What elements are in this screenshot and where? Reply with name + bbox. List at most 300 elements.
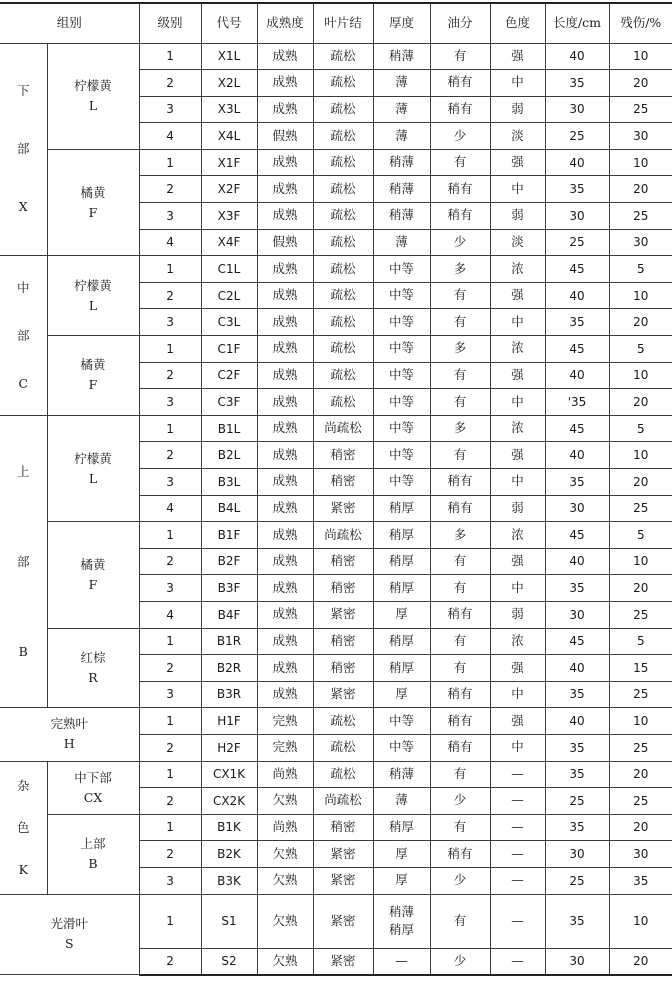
oil-cell: 有: [430, 575, 490, 602]
table-row: [0, 814, 672, 841]
group-label-line: 柠檬黄: [74, 78, 112, 94]
color-intensity-cell: 中: [490, 681, 545, 708]
thickness-cell: 厚: [373, 841, 430, 868]
length-cell: 45: [545, 522, 609, 549]
length-cell: 35: [545, 309, 609, 336]
color-intensity-cell: —: [490, 788, 545, 815]
maturity-cell: 成熟: [257, 43, 313, 70]
leaf-structure-cell: 疏松: [313, 203, 373, 230]
oil-cell: 有: [430, 282, 490, 309]
oil-cell: 稍有: [430, 469, 490, 496]
length-cell: 35: [545, 681, 609, 708]
code-cell: X3L: [201, 96, 257, 123]
oil-cell: 有: [430, 761, 490, 788]
thickness-cell: 薄: [373, 70, 430, 97]
thickness-cell: 中等: [373, 309, 430, 336]
length-cell: 35: [545, 469, 609, 496]
leaf-structure-cell: 稍密: [313, 814, 373, 841]
level-cell: 1: [139, 43, 201, 70]
maturity-cell: 成熟: [257, 203, 313, 230]
level-cell: 2: [139, 176, 201, 203]
spacer: [0, 101, 47, 139]
maturity-cell: 成熟: [257, 70, 313, 97]
length-cell: 30: [545, 948, 609, 975]
code-cell: C2L: [201, 282, 257, 309]
length-cell: 35: [545, 176, 609, 203]
oil-cell: 少: [430, 229, 490, 256]
color-intensity-cell: 弱: [490, 203, 545, 230]
leaf-structure-cell: 稍密: [313, 655, 373, 682]
header-group: 组别: [0, 3, 139, 43]
length-cell: 45: [545, 628, 609, 655]
code-cell: X3F: [201, 203, 257, 230]
level-cell: 4: [139, 229, 201, 256]
group-label-line: F: [88, 576, 98, 592]
thickness-cell: 中等: [373, 336, 430, 363]
group-label-line: F: [88, 204, 98, 220]
length-cell: 45: [545, 415, 609, 442]
code-cell: H2F: [201, 734, 257, 761]
thickness-cell: 中等: [373, 469, 430, 496]
damage-cell: 10: [609, 442, 672, 469]
oil-cell: 有: [430, 362, 490, 389]
level-cell: 1: [139, 149, 201, 176]
damage-cell: 10: [609, 149, 672, 176]
group-label-line: 完熟叶: [50, 716, 89, 732]
length-cell: 35: [545, 734, 609, 761]
maturity-cell: 欠熟: [257, 788, 313, 815]
oil-cell: 多: [430, 336, 490, 363]
group-label-line: 部: [16, 141, 30, 157]
header-row: [0, 3, 672, 43]
maturity-cell: 欠熟: [257, 948, 313, 975]
maturity-cell: 尚熟: [257, 761, 313, 788]
code-cell: B1L: [201, 415, 257, 442]
leaf-structure-cell: 稍密: [313, 442, 373, 469]
oil-cell: 稍有: [430, 841, 490, 868]
group-label-line: 部: [16, 327, 30, 343]
code-cell: B3R: [201, 681, 257, 708]
level-cell: 1: [139, 522, 201, 549]
group-label-line: 色: [16, 819, 30, 835]
group-label-line: S: [64, 936, 74, 952]
code-cell: C3F: [201, 389, 257, 416]
damage-cell: 5: [609, 415, 672, 442]
level-cell: 1: [139, 336, 201, 363]
code-cell: B1R: [201, 628, 257, 655]
group-label-line: H: [63, 736, 75, 752]
level-cell: 1: [139, 708, 201, 735]
maturity-cell: 成熟: [257, 415, 313, 442]
damage-cell: 20: [609, 575, 672, 602]
damage-cell: 10: [609, 43, 672, 70]
thickness-cell: 中等: [373, 256, 430, 283]
group-label-line: C: [18, 375, 29, 391]
maturity-cell: 成熟: [257, 681, 313, 708]
group-label-line: L: [88, 297, 98, 313]
color-intensity-cell: 浓: [490, 628, 545, 655]
maturity-cell: 尚熟: [257, 814, 313, 841]
leaf-structure-cell: 疏松: [313, 149, 373, 176]
leaf-structure-cell: 稍密: [313, 548, 373, 575]
damage-cell: 25: [609, 96, 672, 123]
oil-cell: 稍有: [430, 734, 490, 761]
length-cell: 40: [545, 655, 609, 682]
group-upper-orange: [47, 522, 139, 628]
color-intensity-cell: 弱: [490, 495, 545, 522]
leaf-structure-cell: 紧密: [313, 681, 373, 708]
code-cell: H1F: [201, 708, 257, 735]
group-label-line: 橘黄: [80, 556, 106, 572]
damage-cell: 20: [609, 389, 672, 416]
maturity-cell: 欠熟: [257, 867, 313, 894]
table-row: [0, 43, 672, 70]
thickness-cell: 薄: [373, 123, 430, 150]
thickness-cell: 稍薄: [373, 761, 430, 788]
maturity-cell: 假熟: [257, 229, 313, 256]
code-cell: B2L: [201, 442, 257, 469]
color-intensity-cell: 浓: [490, 415, 545, 442]
leaf-structure-cell: 紧密: [313, 601, 373, 628]
part-middle: [0, 256, 47, 416]
part-upper: [0, 415, 47, 708]
color-intensity-cell: 强: [490, 43, 545, 70]
code-cell: B3F: [201, 575, 257, 602]
oil-cell: 有: [430, 309, 490, 336]
group-mixed-mid-lower: [47, 761, 139, 814]
level-cell: 3: [139, 867, 201, 894]
damage-cell: 30: [609, 123, 672, 150]
level-cell: 2: [139, 282, 201, 309]
color-intensity-cell: 强: [490, 442, 545, 469]
group-label-line: 红棕: [80, 649, 106, 665]
thickness-cell: 薄: [373, 96, 430, 123]
code-cell: C1L: [201, 256, 257, 283]
table-row: [0, 256, 672, 283]
table-row: [0, 415, 672, 442]
header-color-intensity: 色度: [490, 3, 545, 43]
code-cell: C3L: [201, 309, 257, 336]
damage-cell: 20: [609, 814, 672, 841]
maturity-cell: 成熟: [257, 389, 313, 416]
code-cell: C1F: [201, 336, 257, 363]
group-label-line: CX: [83, 789, 103, 805]
table-body: [0, 43, 672, 975]
level-cell: 2: [139, 788, 201, 815]
leaf-structure-cell: 疏松: [313, 229, 373, 256]
thickness-cell: 中等: [373, 415, 430, 442]
damage-cell: 10: [609, 548, 672, 575]
group-label-line: 上: [16, 463, 30, 479]
group-label-line: 部: [16, 553, 30, 569]
color-intensity-cell: —: [490, 761, 545, 788]
thickness-cell: 薄: [373, 229, 430, 256]
leaf-structure-cell: 稍密: [313, 469, 373, 496]
length-cell: 35: [545, 894, 609, 948]
group-label-line: 橘黄: [80, 184, 106, 200]
damage-cell: 25: [609, 788, 672, 815]
level-cell: 3: [139, 389, 201, 416]
maturity-cell: 欠熟: [257, 894, 313, 948]
table-row: [0, 894, 672, 948]
damage-cell: 20: [609, 309, 672, 336]
group-label-line: 橘黄: [80, 357, 106, 373]
length-cell: 40: [545, 548, 609, 575]
damage-cell: 35: [609, 867, 672, 894]
table-row: [0, 149, 672, 176]
group-smooth-leaf: [0, 894, 139, 975]
oil-cell: 稍有: [430, 708, 490, 735]
group-mixed-upper: [47, 814, 139, 894]
spacer: [0, 572, 47, 642]
maturity-cell: 成熟: [257, 495, 313, 522]
spacer: [0, 346, 47, 374]
maturity-cell: 成熟: [257, 362, 313, 389]
code-cell: B3L: [201, 469, 257, 496]
length-cell: 25: [545, 788, 609, 815]
damage-cell: 10: [609, 894, 672, 948]
leaf-structure-cell: 稍密: [313, 575, 373, 602]
table-row: [0, 522, 672, 549]
group-label-line: L: [88, 98, 98, 114]
color-intensity-cell: 强: [490, 362, 545, 389]
level-cell: 2: [139, 655, 201, 682]
leaf-structure-cell: 紧密: [313, 841, 373, 868]
maturity-cell: 成熟: [257, 469, 313, 496]
level-cell: 1: [139, 256, 201, 283]
leaf-structure-cell: 稍密: [313, 628, 373, 655]
oil-cell: 有: [430, 655, 490, 682]
oil-cell: 有: [430, 442, 490, 469]
oil-cell: 少: [430, 788, 490, 815]
damage-cell: 10: [609, 282, 672, 309]
color-intensity-cell: 中: [490, 309, 545, 336]
leaf-structure-cell: 尚疏松: [313, 788, 373, 815]
level-cell: 3: [139, 96, 201, 123]
thickness-cell: 中等: [373, 708, 430, 735]
level-cell: 2: [139, 948, 201, 975]
level-cell: 2: [139, 841, 201, 868]
header-thickness: 厚度: [373, 3, 430, 43]
leaf-structure-cell: 疏松: [313, 96, 373, 123]
length-cell: '35: [545, 389, 609, 416]
damage-cell: 20: [609, 761, 672, 788]
color-intensity-cell: 强: [490, 708, 545, 735]
code-cell: B2K: [201, 841, 257, 868]
color-intensity-cell: 中: [490, 469, 545, 496]
maturity-cell: 成熟: [257, 522, 313, 549]
leaf-structure-cell: 疏松: [313, 256, 373, 283]
maturity-cell: 成熟: [257, 96, 313, 123]
length-cell: 35: [545, 761, 609, 788]
thickness-cell-line: 稍厚: [389, 922, 415, 937]
maturity-cell: 成熟: [257, 282, 313, 309]
color-intensity-cell: 淡: [490, 123, 545, 150]
thickness-cell: 厚: [373, 601, 430, 628]
level-cell: 1: [139, 628, 201, 655]
damage-cell: 10: [609, 362, 672, 389]
tobacco-grading-table: [0, 2, 672, 976]
leaf-structure-cell: 疏松: [313, 708, 373, 735]
oil-cell: 少: [430, 867, 490, 894]
length-cell: 25: [545, 123, 609, 150]
damage-cell: 5: [609, 628, 672, 655]
thickness-cell: 稍厚: [373, 628, 430, 655]
length-cell: 45: [545, 256, 609, 283]
length-cell: 30: [545, 601, 609, 628]
leaf-structure-cell: 疏松: [313, 282, 373, 309]
thickness-cell: 中等: [373, 282, 430, 309]
level-cell: 1: [139, 761, 201, 788]
oil-cell: 稍有: [430, 70, 490, 97]
level-cell: 4: [139, 123, 201, 150]
color-intensity-cell: 弱: [490, 601, 545, 628]
oil-cell: 有: [430, 389, 490, 416]
maturity-cell: 成熟: [257, 628, 313, 655]
color-intensity-cell: 弱: [490, 96, 545, 123]
table-row: [0, 708, 672, 735]
group-label-line: R: [88, 669, 98, 685]
damage-cell: 20: [609, 70, 672, 97]
level-cell: 3: [139, 469, 201, 496]
damage-cell: 20: [609, 176, 672, 203]
code-cell: X2L: [201, 70, 257, 97]
thickness-cell: 厚: [373, 681, 430, 708]
leaf-structure-cell: 疏松: [313, 309, 373, 336]
group-label-line: K: [18, 861, 28, 877]
code-cell: X4F: [201, 229, 257, 256]
leaf-structure-cell: 疏松: [313, 336, 373, 363]
table-row: [0, 628, 672, 655]
code-cell: B2F: [201, 548, 257, 575]
damage-cell: 30: [609, 229, 672, 256]
length-cell: 40: [545, 282, 609, 309]
oil-cell: 有: [430, 149, 490, 176]
code-cell: B4L: [201, 495, 257, 522]
maturity-cell: 欠熟: [257, 841, 313, 868]
group-label-line: 下: [16, 83, 30, 99]
color-intensity-cell: —: [490, 948, 545, 975]
level-cell: 2: [139, 362, 201, 389]
maturity-cell: 成熟: [257, 176, 313, 203]
leaf-structure-cell: 疏松: [313, 70, 373, 97]
length-cell: 30: [545, 841, 609, 868]
oil-cell: 稍有: [430, 681, 490, 708]
code-cell: X1F: [201, 149, 257, 176]
color-intensity-cell: 中: [490, 734, 545, 761]
color-intensity-cell: 中: [490, 575, 545, 602]
thickness-cell: 中等: [373, 389, 430, 416]
oil-cell: 少: [430, 123, 490, 150]
group-upper-lemon: [47, 415, 139, 521]
group-label-line: B: [88, 856, 98, 872]
maturity-cell: 成熟: [257, 442, 313, 469]
length-cell: 40: [545, 43, 609, 70]
color-intensity-cell: —: [490, 867, 545, 894]
leaf-structure-cell: 紧密: [313, 867, 373, 894]
color-intensity-cell: 强: [490, 149, 545, 176]
header-maturity: 成熟度: [257, 3, 313, 43]
level-cell: 1: [139, 814, 201, 841]
code-cell: CX2K: [201, 788, 257, 815]
group-label-line: 杂: [16, 777, 30, 793]
group-lower-lemon: [47, 43, 139, 149]
group-label-line: 中: [16, 279, 30, 295]
header-oil: 油分: [430, 3, 490, 43]
color-intensity-cell: —: [490, 894, 545, 948]
group-label-line: F: [88, 377, 98, 393]
damage-cell: 25: [609, 203, 672, 230]
code-cell: CX1K: [201, 761, 257, 788]
thickness-cell: 稍厚: [373, 522, 430, 549]
color-intensity-cell: 中: [490, 70, 545, 97]
header-length: 长度/cm: [545, 3, 609, 43]
group-label-line: 柠檬黄: [74, 450, 112, 466]
oil-cell: 有: [430, 894, 490, 948]
oil-cell: 有: [430, 814, 490, 841]
leaf-structure-cell: 疏松: [313, 43, 373, 70]
header-leaf-structure: 叶片结: [313, 3, 373, 43]
length-cell: 30: [545, 495, 609, 522]
code-cell: X2F: [201, 176, 257, 203]
level-cell: 2: [139, 442, 201, 469]
code-cell: S2: [201, 948, 257, 975]
group-label-line: 中下部: [74, 769, 112, 785]
oil-cell: 少: [430, 948, 490, 975]
color-intensity-cell: 浓: [490, 522, 545, 549]
thickness-cell: 稍厚: [373, 548, 430, 575]
code-cell: X4L: [201, 123, 257, 150]
code-cell: B3K: [201, 867, 257, 894]
level-cell: 2: [139, 70, 201, 97]
code-cell: B2R: [201, 655, 257, 682]
maturity-cell: 完熟: [257, 708, 313, 735]
thickness-cell: 稍薄: [373, 176, 430, 203]
spacer: [0, 298, 47, 326]
group-fully-mature: [0, 708, 139, 761]
color-intensity-cell: 强: [490, 655, 545, 682]
length-cell: 40: [545, 362, 609, 389]
length-cell: 40: [545, 708, 609, 735]
level-cell: 4: [139, 495, 201, 522]
leaf-structure-cell: 紧密: [313, 894, 373, 948]
oil-cell: 有: [430, 548, 490, 575]
maturity-cell: 成熟: [257, 256, 313, 283]
spacer: [0, 838, 47, 860]
maturity-cell: 成熟: [257, 336, 313, 363]
maturity-cell: 成熟: [257, 575, 313, 602]
code-cell: X1L: [201, 43, 257, 70]
group-label-line: 上部: [80, 836, 106, 852]
code-cell: C2F: [201, 362, 257, 389]
level-cell: 3: [139, 681, 201, 708]
header-damage: 残伤/%: [609, 3, 672, 43]
level-cell: 3: [139, 309, 201, 336]
length-cell: 45: [545, 336, 609, 363]
oil-cell: 稍有: [430, 203, 490, 230]
length-cell: 30: [545, 203, 609, 230]
thickness-cell: 稍厚: [373, 814, 430, 841]
leaf-structure-cell: 疏松: [313, 176, 373, 203]
damage-cell: 5: [609, 336, 672, 363]
thickness-cell: 中等: [373, 442, 430, 469]
oil-cell: 稍有: [430, 96, 490, 123]
length-cell: 40: [545, 442, 609, 469]
length-cell: 40: [545, 149, 609, 176]
leaf-structure-cell: 尚疏松: [313, 522, 373, 549]
leaf-structure-cell: 疏松: [313, 734, 373, 761]
damage-cell: 25: [609, 681, 672, 708]
